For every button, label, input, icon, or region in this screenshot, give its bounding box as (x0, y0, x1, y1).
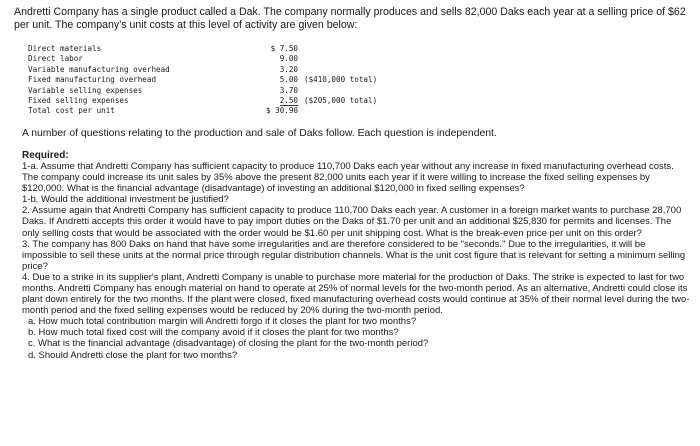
cost-amount: 3.20 (279, 64, 298, 74)
cost-amount: 9.00 (279, 54, 298, 64)
cost-amount: 5.00 (279, 75, 298, 85)
question-2: 2. Assume again that Andretti Company has sufficient capacity to produce 110,700 Daks each year. A customer in a foreign market wants to purchase 28,700 Daks. If Andretti accepts this order it would have to pay import duties on the Daks of $1.70 per unit and an additional $25,830 for permits and licenses. The only selling costs that would be associated with the order would be $1.60 per unit shipping cost. What is the break-even price per unit on this order? (22, 205, 682, 239)
unit-cost-table (28, 44, 377, 117)
cost-label: Total cost per unit (28, 106, 115, 116)
cost-label: Direct materials (28, 44, 102, 53)
cost-total-amount: $ 30.90 (265, 106, 298, 116)
question-4a: a. How much total contribution margin will Andretti forgo if it closes the plant for two months? (28, 316, 417, 328)
cost-amount: 3.70 (279, 85, 298, 95)
cost-row (28, 86, 377, 96)
cost-note: ($205,000 total) (304, 96, 378, 106)
cost-row (28, 75, 377, 85)
cost-label: Fixed selling expenses (28, 96, 129, 106)
question-4c: c. What is the financial advantage (disadvantage) of closing the plant for the two-month period? (28, 338, 429, 350)
cost-note: ($410,000 total) (304, 75, 378, 85)
question-1a: 1-a. Assume that Andretti Company has sufficient capacity to produce 110,700 Daks each year without any increase in fixed manufacturing overhead costs. The company could increase its unit sales by 35% above the present 82,000 units each year if it were willing to increase the fixed selling expenses by $120,000. What is the financial advantage (disadvantage) of investing an additional $120,000 in fixed selling expenses? (22, 160, 674, 195)
cost-amount-value: 2.50 (279, 96, 298, 106)
lead-paragraph: A number of questions relating to the production and sale of Daks follow. Each question is independent. (22, 127, 497, 139)
cost-note (298, 44, 377, 54)
cost-label: Fixed manufacturing overhead (28, 75, 157, 85)
question-4d: d. Should Andretti close the plant for two months? (28, 349, 238, 361)
questions-block (22, 150, 690, 361)
question-4: 4. Due to a strike in its supplier's plant, Andretti Company is unable to purchase more material for the production of Daks. The strike is expected to last for two months. Andretti Company has enough material on hand to operate at 25% of normal levels for the two-month period. As an alternative, Andretti could close its plant down entirely for the two months. If the plant were closed, fixed manufacturing overhead costs would continue at 35% of their normal level during the two-month period and the fixed selling expenses would be reduced by 20% during the two-month period. (22, 271, 690, 317)
intro-paragraph: Andretti Company has a single product called a Dak. The company normally produces and sells 82,000 Daks each year at a selling price of $62 per unit. The company's unit costs at this level of activity are given below: (14, 6, 686, 31)
cost-row (28, 54, 377, 64)
required-heading: Required: (22, 149, 69, 161)
cost-label: Variable selling expenses (28, 85, 143, 95)
cost-amount: $ 7.50 (270, 44, 298, 53)
cost-label: Variable manufacturing overhead (28, 64, 170, 74)
cost-note (298, 106, 377, 116)
question-4b: b. How much total fixed cost will the company avoid if it closes the plant for two months? (28, 327, 399, 339)
cost-note (298, 65, 377, 75)
cost-note (298, 54, 377, 64)
cost-amount (240, 96, 298, 106)
question-1b: 1-b. Would the additional investment be justified? (22, 194, 229, 206)
question-3: 3. The company has 800 Daks on hand that have some irregularities and are therefore considered to be "seconds." Due to the irregularities, it will be impossible to sell these units at the normal price through regular distribution channels. What is the unit cost figure that is relevant for setting a minimum selling price? (22, 238, 686, 272)
cost-label: Direct labor (28, 54, 83, 64)
cost-row (28, 44, 377, 54)
cost-row (28, 96, 377, 106)
cost-row (28, 65, 377, 75)
cost-total-row (28, 106, 377, 116)
cost-note (298, 86, 377, 96)
